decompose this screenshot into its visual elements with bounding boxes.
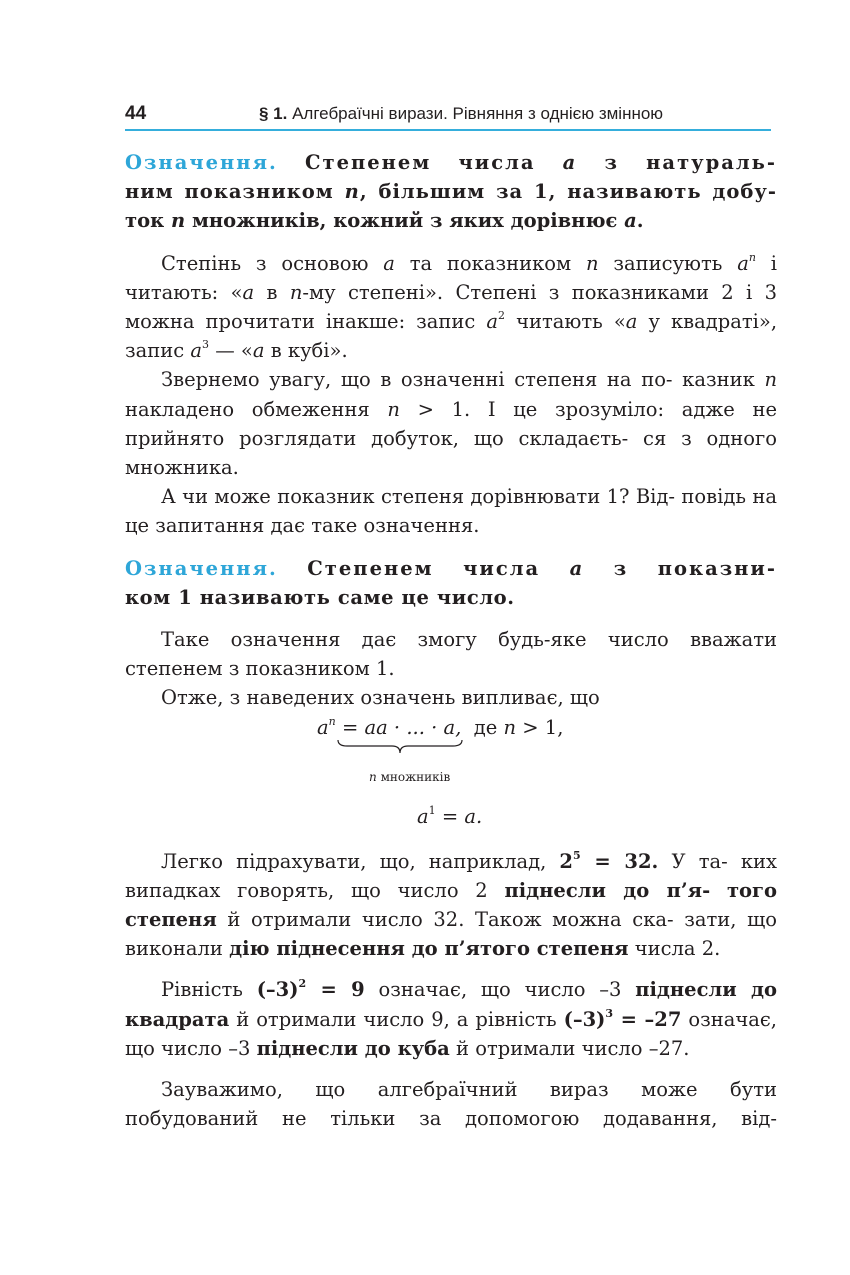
definition-label: Означення. <box>125 556 278 580</box>
definition-1: Означення. Степенем числа a з натураль- <box>125 151 777 174</box>
brace-label: n множників <box>369 769 451 784</box>
paragraph-note: Зауважимо, що алгебраїчний вираз може бути побудований не тільки за допомогою додавання, від- <box>125 1078 777 1131</box>
definition-label: Означення. <box>125 151 278 174</box>
page-header <box>125 99 771 129</box>
page-number: 44 <box>125 103 147 124</box>
definition-1-line2: ним показником n, більшим за 1, називають добу- <box>125 180 778 204</box>
paragraph-notation: Степінь з основою a та показником n записують $a^n$ і читають: «a в n-му степені». Степені з показниками 2 і 3 можна прочитати інакше: запис $a^2$ читають «a у квадраті», запис $a^3$ — «a в кубі». <box>125 250 778 363</box>
formula-power-definition: $a^n$ = aa · ... · a, де n > 1, n множників <box>317 714 564 784</box>
paragraph-example-fifth: Легко підрахувати, що, наприклад, $2^5 = 32$. У та- ких випадках говорять, що число 2 піднесли до п’я- того степеня й отримали число 32. Також можна ска- зати, що виконали дію піднесення до п’ятого степеня числа 2. <box>125 848 778 961</box>
paragraph-therefore: Отже, з наведених означень випливає, що <box>161 686 600 710</box>
underbrace <box>337 739 463 755</box>
paragraph-question: А чи може показник степеня дорівнювати 1? Від- повідь на це запитання дає таке означення. <box>125 485 777 538</box>
paragraph-restriction: Звернемо увагу, що в означенні степеня на по- казник n накладено обмеження n > 1. І це зрозуміло: адже не прийнято розглядати добуток, що складаєть- ся з одного множника. <box>125 368 778 480</box>
formula-power-one: $a^1 = a$. <box>417 803 483 828</box>
section-title: Алгебраїчні вирази. Рівняння з однією змінною <box>292 104 664 123</box>
paragraph-example-square-cube: Рівність $(-3)^2 = 9$ означає, що число –3 піднесли до квадрата й отримали число 9, а рівність $(-3)^3 = -27$ означає, що число –3 піднесли до куба й отримали число –27. <box>125 977 778 1060</box>
page-body <box>125 148 777 1133</box>
header-rule <box>125 129 771 131</box>
section-mark: § 1. <box>259 104 288 123</box>
definition-2: Означення. Степенем числа a з показни- <box>125 556 777 580</box>
paragraph-consequence: Таке означення дає змогу будь-яке число вважати степенем з показником 1. <box>125 628 777 681</box>
definition-2-line2: ком 1 називають саме це число. <box>125 585 515 609</box>
definition-1-line3: ток n множників, кожний з яких дорівнює a. <box>125 209 644 233</box>
running-title <box>259 104 663 124</box>
